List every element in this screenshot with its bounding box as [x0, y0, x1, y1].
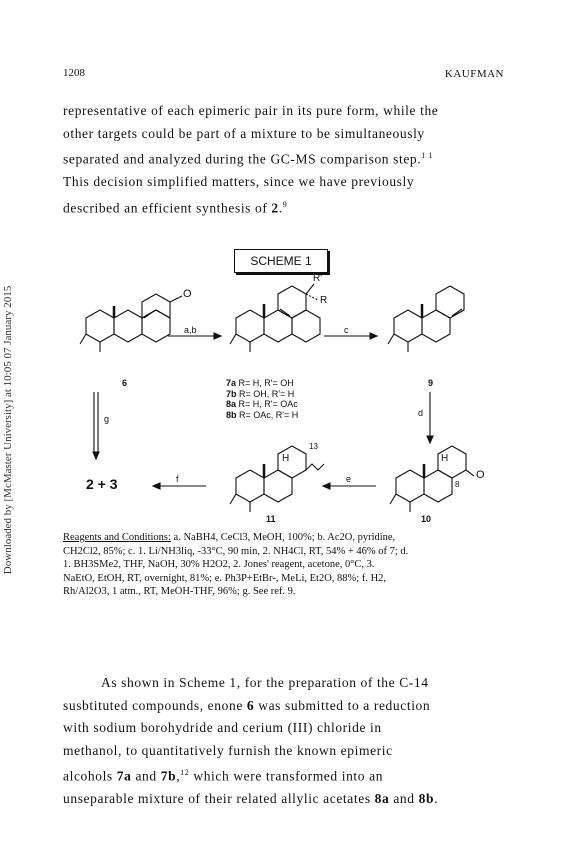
reagent-c: c [344, 325, 349, 335]
para2-line-1: As shown in Scheme 1, for the preparation of the C-14 [101, 675, 429, 690]
para2-line-3: with sodium borohydride and cerium (III) chloride in [63, 720, 382, 735]
structure-7-8 [230, 284, 320, 352]
caption-line-5: Rh/Al2O3, 1 atm., RT, MeOH-THF, 96%; g. See ref. 9. [63, 586, 296, 597]
compound-8a-ref: 8a [374, 791, 390, 806]
download-watermark: Downloaded by [McMaster University] at 10:05 07 January 2015 [2, 285, 14, 575]
label-C8: 8 [455, 480, 460, 489]
label-H-10: H [441, 453, 449, 464]
label-H-11: H [282, 453, 290, 464]
compound-7b-ref: 7b [160, 768, 177, 784]
label-ketone-O: O [183, 288, 192, 300]
compound-7a-ref: 7a [116, 768, 132, 784]
para1-line-2: other targets could be part of a mixture to be simultaneously [63, 125, 425, 141]
paragraph-2 [63, 672, 503, 811]
para2-line-2: susbtituted compounds, enone 6 was submitted to a reduction [63, 697, 431, 713]
variant-8a: 8a R= H, R'= OAc [226, 399, 298, 409]
caption-line-4: NaEtO, EtOH, RT, overnight, 81%; e. Ph3P+EtBr-, MeLi, Et2O, 88%; f. H2, [63, 572, 387, 584]
caption-heading: Reagents and Conditions: [63, 532, 171, 543]
compound-11-label: 11 [266, 514, 276, 524]
compound-6-ref: 6 [246, 697, 255, 713]
para2-line-6: unseparable mixture of their related allylic acetates 8a and 8b. [63, 791, 439, 806]
label-R: R [320, 295, 328, 306]
ref-11: 1 1 [421, 151, 434, 160]
compound-variant-list [226, 378, 298, 420]
para2-line-4: methanol, to quantitatively furnish the known epimeric [63, 742, 393, 758]
compound-8b-ref: 8b [418, 791, 435, 806]
ref-9: 9 [282, 199, 288, 209]
structure-9 [388, 286, 464, 352]
variant-7b: 7b R= OH, R'= H [226, 388, 295, 399]
structure-11 [230, 446, 324, 512]
structure-10 [390, 446, 474, 512]
scheme-title: SCHEME 1 [234, 249, 328, 273]
para1-line-4: This decision simplified matters, since we have previously [63, 174, 415, 189]
structure-6 [80, 294, 182, 352]
page-number: 1208 [63, 67, 85, 79]
caption-line-3: 1. BH3SMe2, THF, NaOH, 30% H2O2, 2. Jones' reagent, acetone, 0°C, 3. [63, 559, 375, 570]
caption-line-2: CH2Cl2, 85%; c. 1. Li/NH3liq, -33°C, 90 min, 2. NH4Cl, RT, 54% + 46% of 7; d. [63, 545, 409, 557]
reagent-e: e [346, 474, 352, 484]
caption-line-1: Reagents and Conditions: a. NaBH4, CeCl3, MeOH, 100%; b. Ac2O, pyridine, [63, 532, 396, 543]
label-C13: 13 [309, 442, 318, 451]
label-R-prime: R' [313, 273, 323, 284]
reagent-a-b: a,b [184, 325, 197, 335]
scheme-caption [63, 531, 503, 599]
product-2-plus-3: 2 + 3 [86, 476, 118, 492]
para1-line-1: representative of each epimeric pair in its pure form, while the [63, 103, 439, 118]
compound-2-ref: 2 [271, 200, 279, 215]
para1-line-3: separated and analyzed during the GC-MS comparison step.$^{1 1}$ [63, 151, 434, 167]
variant-7a: 7a R= H, R'= OH [226, 378, 294, 388]
running-head: KAUFMAN [444, 68, 504, 80]
variant-8b: 8b R= OAc, R'= H [226, 409, 299, 420]
reagent-f: f [176, 474, 179, 484]
compound-10-label: 10 [421, 514, 432, 524]
reagent-g: g [104, 414, 110, 424]
reagent-d: d [418, 408, 424, 418]
ref-12: 12 [180, 768, 190, 777]
para2-line-5: alcohols 7a and 7b,$^{12}$ which were transformed into an [63, 768, 384, 784]
compound-6-label: 6 [122, 378, 128, 388]
compound-9-label: 9 [428, 378, 434, 388]
para1-line-5: described an efficient synthesis of 2.$^9$ [63, 199, 288, 215]
label-ketone-O-10: O [476, 469, 485, 481]
